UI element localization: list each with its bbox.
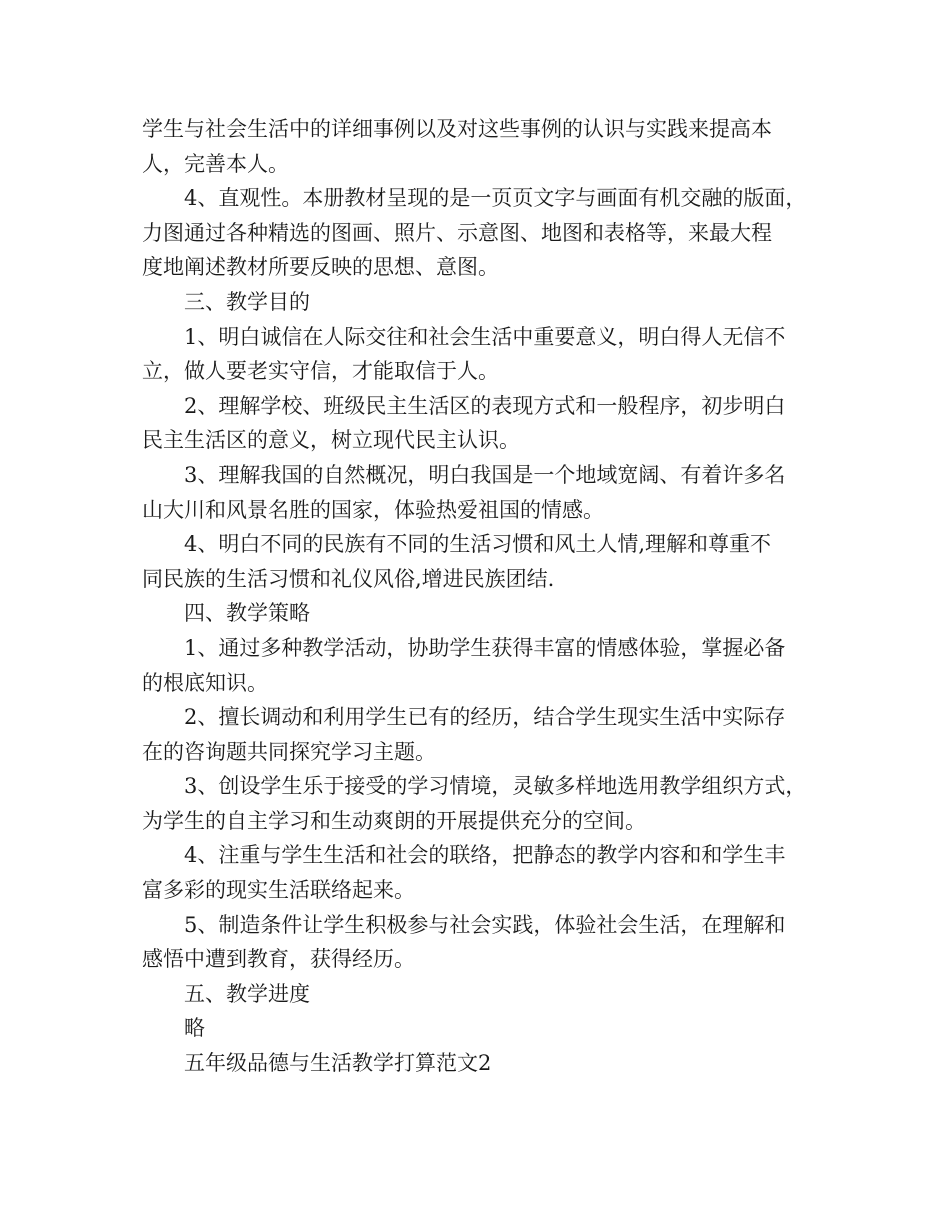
text-line: 3、创设学生乐于接受的学习情境，灵敏多样地选用教学组织方式， bbox=[184, 774, 807, 799]
text-line: 4、注重与学生生活和社会的联络，把静态的教学内容和和学生丰 bbox=[184, 843, 786, 868]
text-line: 民主生活区的意义，树立现代民主认识。 bbox=[142, 428, 520, 453]
text-line: 2、理解学校、班级民主生活区的表现方式和一般程序，初步明白 bbox=[184, 393, 786, 418]
text-line: 2、擅长调动和利用学生已有的经历，结合学生现实生活中实际存 bbox=[184, 705, 786, 730]
text-line: 立，做人要老实守信，才能取信于人。 bbox=[142, 359, 499, 384]
section-heading: 五、教学进度 bbox=[184, 981, 310, 1006]
document-subtitle: 五年级品德与生活教学打算范文2 bbox=[184, 1051, 492, 1076]
text-line: 3、理解我国的自然概况，明白我国是一个地域宽阔、有着许多名 bbox=[184, 462, 786, 487]
text-line: 5、制造条件让学生积极参与社会实践，体验社会生活，在理解和 bbox=[184, 912, 786, 937]
text-line: 的根底知识。 bbox=[142, 670, 268, 695]
text-line: 度地阐述教材所要反映的思想、意图。 bbox=[142, 255, 499, 280]
text-line: 1、通过多种教学活动，协助学生获得丰富的情感体验，掌握必备 bbox=[184, 635, 786, 660]
text-line: 力图通过各种精选的图画、照片、示意图、地图和表格等，来最大程 bbox=[142, 220, 772, 245]
text-line: 同民族的生活习惯和礼仪风俗,增进民族团结. bbox=[142, 566, 555, 591]
text-line: 4、明白不同的民族有不同的生活习惯和风土人情,理解和尊重不 bbox=[184, 532, 772, 557]
document-body bbox=[142, 112, 822, 1081]
text-line: 为学生的自主学习和生动爽朗的开展提供充分的空间。 bbox=[142, 808, 646, 833]
text-line: 略 bbox=[184, 1016, 205, 1041]
text-line: 人，完善本人。 bbox=[142, 151, 289, 176]
section-heading: 三、教学目的 bbox=[184, 289, 310, 314]
text-line: 1、明白诚信在人际交往和社会生活中重要意义，明白得人无信不 bbox=[184, 324, 786, 349]
text-line: 感悟中遭到教育，获得经历。 bbox=[142, 947, 415, 972]
text-line: 在的咨询题共同探究学习主题。 bbox=[142, 739, 436, 764]
section-heading: 四、教学策略 bbox=[184, 601, 310, 626]
text-line: 富多彩的现实生活联络起来。 bbox=[142, 878, 415, 903]
text-line: 4、直观性。本册教材呈现的是一页页文字与画面有机交融的版面， bbox=[184, 186, 807, 211]
text-line: 学生与社会生活中的详细事例以及对这些事例的认识与实践来提高本 bbox=[142, 117, 772, 141]
text-line: 山大川和风景名胜的国家，体验热爱祖国的情感。 bbox=[142, 497, 604, 522]
